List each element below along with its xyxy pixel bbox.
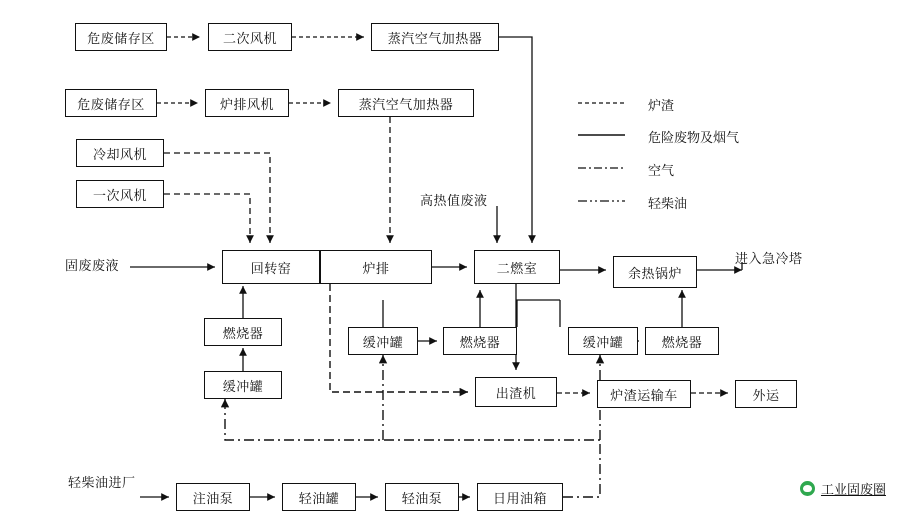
label-diesel-inbound — [68, 472, 136, 491]
node-slag-discharger[interactable] — [475, 377, 557, 407]
node-label: 炉排 — [362, 260, 390, 276]
node-label: 蒸汽空气加热器 — [358, 96, 454, 112]
legend-item-air — [648, 160, 674, 179]
node-waste-storage-2[interactable] — [65, 89, 157, 117]
node-burner-2[interactable] — [443, 327, 517, 355]
node-label: 出渣机 — [495, 385, 537, 401]
legend-label-text: 空气 — [648, 163, 675, 178]
node-rotary-kiln[interactable] — [222, 250, 320, 284]
node-label: 回转窑 — [250, 260, 292, 276]
node-label: 炉排风机 — [219, 96, 274, 112]
node-label: 外运 — [752, 387, 780, 403]
node-label: 燃烧器 — [222, 325, 264, 341]
label-to-quench-tower — [735, 248, 803, 267]
node-label: 蒸汽空气加热器 — [387, 30, 483, 46]
node-label: 炉渣运输车 — [610, 387, 678, 403]
node-label: 一次风机 — [92, 187, 147, 203]
node-grate[interactable] — [320, 250, 432, 284]
legend-item-light-diesel — [648, 193, 687, 212]
node-label: 轻油罐 — [298, 490, 340, 506]
watermark — [800, 479, 886, 498]
node-light-oil-tank[interactable] — [282, 483, 356, 511]
node-label: 日用油箱 — [492, 490, 547, 506]
node-secondary-combustion-chamber[interactable] — [474, 250, 560, 284]
plain-label-text: 进入急冷塔 — [735, 251, 803, 266]
plain-label-text: 高热值废液 — [420, 193, 488, 208]
node-label: 轻油泵 — [401, 490, 443, 506]
node-label: 注油泵 — [192, 490, 234, 506]
node-daily-oil-tank[interactable] — [477, 483, 563, 511]
node-label: 缓冲罐 — [222, 378, 264, 394]
node-label: 燃烧器 — [459, 334, 501, 350]
node-label: 缓冲罐 — [362, 334, 404, 350]
node-cooling-fan[interactable] — [76, 139, 164, 167]
legend-label-text: 危险废物及烟气 — [648, 130, 740, 145]
watermark-text: 工业固废圈 — [820, 482, 886, 497]
node-label: 缓冲罐 — [582, 334, 624, 350]
node-oil-injection-pump[interactable] — [176, 483, 250, 511]
node-waste-heat-boiler[interactable] — [613, 256, 697, 288]
label-high-calorific-waste-liquid — [420, 190, 488, 209]
leaf-icon — [800, 481, 815, 496]
node-label: 燃烧器 — [661, 334, 703, 350]
node-secondary-fan[interactable] — [208, 23, 292, 51]
node-burner-3[interactable] — [645, 327, 719, 355]
node-label: 危废储存区 — [87, 30, 155, 46]
node-steam-air-heater-1[interactable] — [371, 23, 499, 51]
node-label: 冷却风机 — [92, 146, 147, 162]
node-light-oil-pump[interactable] — [385, 483, 459, 511]
node-buffer-tank-1[interactable] — [204, 371, 282, 399]
legend-item-slag — [648, 95, 674, 114]
legend-label-text: 轻柴油 — [648, 196, 688, 211]
node-burner-1[interactable] — [204, 318, 282, 346]
legend-label-text: 炉渣 — [648, 98, 675, 113]
node-steam-air-heater-2[interactable] — [338, 89, 474, 117]
node-buffer-tank-2[interactable] — [348, 327, 418, 355]
node-primary-fan[interactable] — [76, 180, 164, 208]
node-waste-storage-1[interactable] — [75, 23, 167, 51]
plain-label-text: 轻柴油进厂 — [68, 475, 136, 490]
node-label: 二燃室 — [496, 260, 538, 276]
node-buffer-tank-3[interactable] — [568, 327, 638, 355]
node-grate-fan[interactable] — [205, 89, 289, 117]
label-solid-waste-liquid — [65, 255, 119, 274]
node-label: 二次风机 — [222, 30, 277, 46]
legend-item-hazardous-waste-and-flue-gas — [648, 127, 739, 146]
node-external-transport[interactable] — [735, 380, 797, 408]
plain-label-text: 固废废液 — [65, 258, 120, 273]
node-label: 余热锅炉 — [627, 265, 682, 281]
node-label: 危废储存区 — [77, 96, 145, 112]
node-slag-truck[interactable] — [597, 380, 691, 408]
